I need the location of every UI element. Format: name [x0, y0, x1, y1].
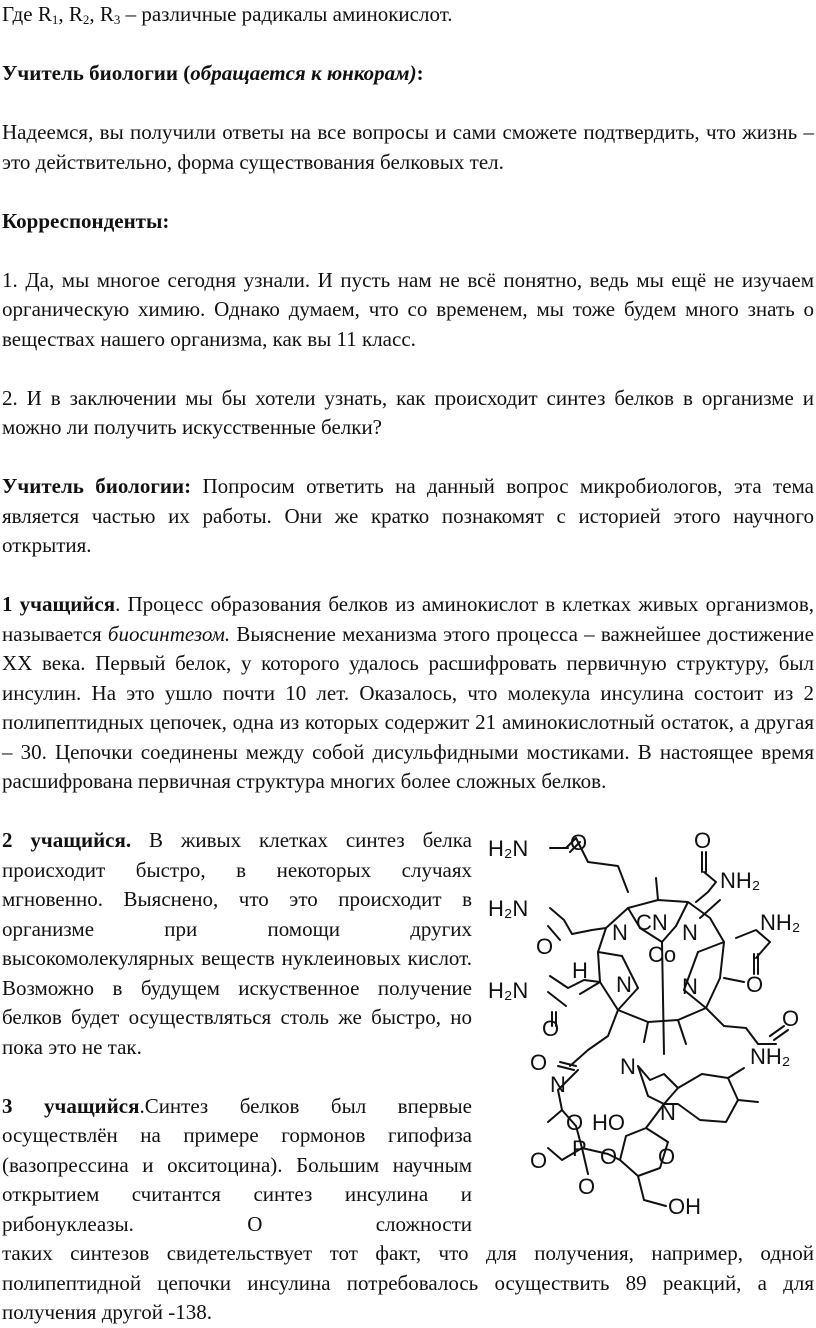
nh2-label: H₂N — [488, 978, 529, 1003]
nitrogen-label: N — [660, 1100, 676, 1125]
phosphorus-label: P — [572, 1136, 587, 1161]
cyanide-label: CN — [636, 910, 668, 935]
intro-text: – различные радикалы аминокислот. — [120, 2, 453, 26]
nh2-label: H₂N — [488, 896, 529, 921]
intro-text: Где R — [2, 2, 52, 26]
paragraph-text: . Процесс образования белков из аминокислот в клетках живых организмов, называется — [2, 592, 814, 646]
oxygen-label: O — [570, 830, 588, 855]
oxygen-label: O — [542, 1016, 560, 1041]
nitrogen-label: N — [620, 1054, 636, 1079]
correspondents-heading — [2, 207, 814, 237]
intro-text: , R — [58, 2, 83, 26]
teacher-heading — [2, 59, 814, 89]
correspondents-paragraph-1: 1. Да, мы многое сегодня узнали. И пусть нам не всё понятно, ведь мы ещё не изучаем органическую химию. Однако думаем, что со временем, мы тоже будем много знать о веществах нашего организма, как вы 11 класс. — [2, 267, 814, 351]
speaker-label: Учитель биологии: — [2, 474, 192, 498]
hydroxyl-label: HO — [592, 1110, 625, 1135]
term-italic: биосинтезом. — [107, 621, 231, 646]
speaker-label: 1 учащийся — [2, 592, 116, 616]
subscript: 1 — [51, 12, 59, 27]
hydroxyl-label: OH — [668, 1194, 701, 1216]
paragraph-text: Выяснение механизма этого процесса – важнейшее достижение XX века. Первый белок, у которого удалось расшифровать первичную структуру, был инсулин. На это ушло почти 10 лет. Оказалось, что молекула инсулина состоит из 2 полипептидных цепочек, одна из которых содержит 21 аминокислотный остаток, а другая – 30. Цепочки соединены между собой дисульфидными мостиками. В настоящее время расшифрована первичная структура многих более сложных белков. — [2, 621, 814, 793]
oxygen-label: O — [782, 1006, 800, 1031]
document-page — [2, 0, 814, 1328]
speaker-label: Учитель биологии ( — [2, 61, 191, 85]
nitrogen-label: N — [616, 972, 632, 997]
oxygen-label: O — [566, 1110, 584, 1135]
nitrogen-label: N — [550, 1072, 566, 1097]
oxygen-label: O — [530, 1148, 548, 1173]
oxygen-label: O — [694, 830, 712, 853]
subscript: 2 — [82, 12, 90, 27]
oxygen-label: O — [530, 1050, 548, 1075]
student-1-paragraph — [2, 590, 814, 797]
nh2-label: H₂N — [488, 836, 529, 861]
nitrogen-label: N — [682, 974, 698, 999]
nitrogen-label: N — [682, 920, 698, 945]
subscript: 3 — [113, 12, 121, 27]
oxygen-label: O — [536, 934, 554, 959]
paragraph-text: В живых клетках синтез белка происходит быстро, в некоторых случаях мгновенно. Выяснено, что это происходит в организме при помощи других высокомолекулярных веществ нуклеиновых кислот. Возможно в будущем искуственное получение белков будет осуществляться столь же быстро, но пока это не так. — [2, 828, 472, 1059]
teacher-paragraph-2 — [2, 472, 814, 561]
oxygen-label: O — [578, 1174, 596, 1199]
nh2-label: NH₂ — [720, 868, 761, 893]
intro-paragraph — [2, 0, 814, 30]
speaker-colon: : — [416, 61, 424, 85]
speaker-aside: обращается к юнкорам) — [190, 61, 417, 85]
oxygen-label: O — [658, 1144, 676, 1169]
oxygen-label: O — [746, 972, 764, 997]
paragraph-text: Попросим ответить на данный вопрос микробиологов, эта тема является частью их работы. Они же кратко познакомят с историей этого научного открытия. — [2, 474, 814, 557]
speaker-label: 2 учащийся. — [2, 828, 132, 852]
student-3-paragraph — [2, 1092, 472, 1240]
speaker-label: Корреспонденты: — [2, 208, 170, 233]
speaker-label: 3 учащийся — [2, 1093, 140, 1118]
student-2-paragraph — [2, 826, 472, 1062]
nh2-label: NH₂ — [750, 1044, 791, 1069]
nitrogen-label: N — [612, 920, 628, 945]
cobalt-label: Co — [648, 942, 677, 967]
figure-section — [2, 826, 814, 1239]
vitamin-b12-structure-figure — [488, 830, 814, 1216]
intro-text: , R — [89, 2, 114, 26]
teacher-paragraph: Надеемся, вы получили ответы на все вопросы и сами сможете подтвердить, что жизнь – это действительно, форма существования белковых тел. — [2, 120, 814, 174]
nh2-label: NH₂ — [760, 910, 801, 935]
paragraph-text: .Синтез белков был впервые осуществлён на примере гормонов гипофиза (вазопрессина и окситоцина). Большим научным открытием считантся синтез инсулина и рибонуклеазы. О сложности — [2, 1093, 472, 1236]
oxygen-label: O — [600, 1144, 618, 1169]
student-3-continuation: таких синтезов свидетельствует тот факт, что для получения, например, одной полипептидной цепочки инсулина потребовалось осуществить 89 реакций, а для получения другой -138. — [2, 1241, 814, 1324]
correspondents-paragraph-2: 2. И в заключении мы бы хотели узнать, как происходит синтез белков в организме и можно ли получить искусственные белки? — [2, 385, 814, 439]
hydrogen-label: H — [572, 958, 588, 983]
